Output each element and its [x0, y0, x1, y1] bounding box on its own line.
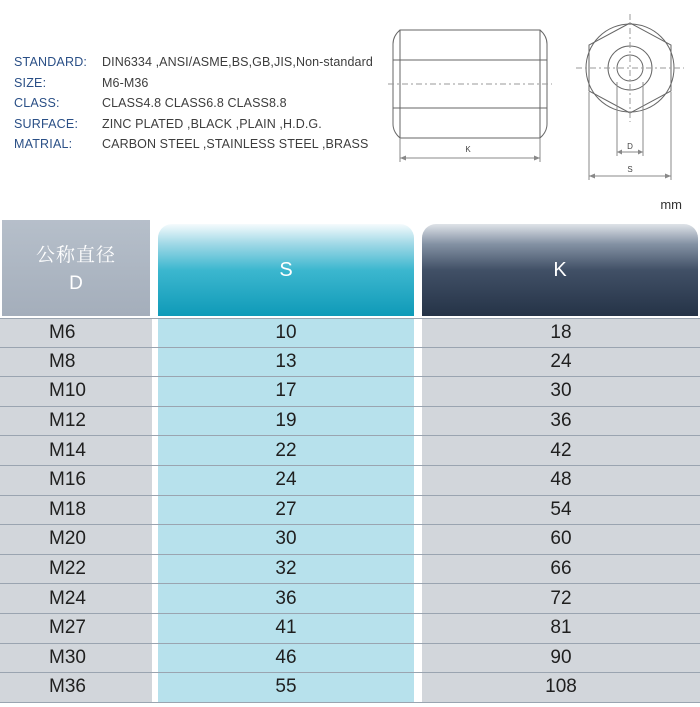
cell-s: 41	[158, 614, 414, 643]
spec-label: SIZE:	[14, 75, 47, 90]
header-d	[2, 220, 150, 316]
cell-k: 30	[422, 377, 700, 406]
cell-s: 55	[158, 673, 414, 702]
spec-value: CARBON STEEL ,STAINLESS STEEL ,BRASS	[102, 137, 369, 151]
cell-d: M20	[0, 525, 152, 554]
spec-row-surface	[14, 114, 373, 135]
cell-d: M6	[0, 319, 152, 347]
spec-label: SURFACE:	[14, 116, 79, 131]
table-row	[0, 555, 700, 585]
cell-s: 17	[158, 377, 414, 406]
table-row	[0, 584, 700, 614]
spec-label: CLASS:	[14, 96, 60, 110]
table-row	[0, 436, 700, 466]
cell-s: 19	[158, 407, 414, 436]
cell-d: M14	[0, 436, 152, 465]
side-view	[388, 30, 552, 162]
table-row	[0, 407, 700, 437]
cell-k: 54	[422, 496, 700, 525]
dim-s-label: S	[627, 165, 633, 174]
cell-s: 22	[158, 436, 414, 465]
table-header	[0, 220, 700, 318]
spec-value: CLASS4.8 CLASS6.8 CLASS8.8	[102, 96, 287, 110]
cell-d: M24	[0, 584, 152, 613]
cell-s: 36	[158, 584, 414, 613]
cell-k: 60	[422, 525, 700, 554]
cell-s: 27	[158, 496, 414, 525]
table-row	[0, 496, 700, 526]
cell-s: 13	[158, 348, 414, 377]
cell-d: M22	[0, 555, 152, 584]
unit-label: mm	[660, 197, 682, 212]
header-d-chinese: 公称直径	[35, 244, 116, 266]
cell-s: 32	[158, 555, 414, 584]
spec-list	[14, 52, 373, 155]
dim-k-label: K	[465, 145, 471, 154]
cell-d: M30	[0, 644, 152, 673]
table-row	[0, 525, 700, 555]
header-k: K	[422, 224, 698, 316]
cell-s: 30	[158, 525, 414, 554]
cell-k: 66	[422, 555, 700, 584]
spec-row-class	[14, 93, 373, 114]
table-body	[0, 318, 700, 703]
spec-row-standard	[14, 52, 373, 73]
spec-value: M6-M36	[102, 75, 149, 90]
header-d-symbol: D	[69, 273, 83, 294]
cell-s: 10	[158, 319, 414, 347]
cell-k: 72	[422, 584, 700, 613]
cell-k: 48	[422, 466, 700, 495]
table-row	[0, 673, 700, 703]
cell-k: 36	[422, 407, 700, 436]
cell-d: M16	[0, 466, 152, 495]
table-row	[0, 318, 700, 348]
header-s: S	[158, 224, 414, 316]
table-row	[0, 377, 700, 407]
cell-k: 108	[422, 673, 700, 702]
cell-k: 42	[422, 436, 700, 465]
spec-label: MATRIAL:	[14, 137, 73, 151]
spec-row-size	[14, 73, 373, 94]
table-row	[0, 614, 700, 644]
cell-k: 81	[422, 614, 700, 643]
cell-s: 46	[158, 644, 414, 673]
cell-k: 90	[422, 644, 700, 673]
table-row	[0, 466, 700, 496]
spec-label: STANDARD:	[14, 55, 88, 69]
cell-d: M10	[0, 377, 152, 406]
nut-technical-drawing	[380, 12, 690, 187]
table-row	[0, 644, 700, 674]
cell-d: M36	[0, 673, 152, 702]
dim-d-label: D	[627, 142, 633, 151]
spec-value: ZINC PLATED ,BLACK ,PLAIN ,H.D.G.	[102, 116, 322, 131]
size-table	[0, 220, 700, 703]
cell-d: M8	[0, 348, 152, 377]
cell-s: 24	[158, 466, 414, 495]
cell-k: 24	[422, 348, 700, 377]
spec-value: DIN6334 ,ANSI/ASME,BS,GB,JIS,Non-standard	[102, 55, 373, 69]
table-row	[0, 348, 700, 378]
cell-d: M27	[0, 614, 152, 643]
cell-d: M12	[0, 407, 152, 436]
spec-row-material	[14, 134, 373, 155]
cell-d: M18	[0, 496, 152, 525]
cell-k: 18	[422, 319, 700, 347]
end-view	[576, 14, 684, 180]
